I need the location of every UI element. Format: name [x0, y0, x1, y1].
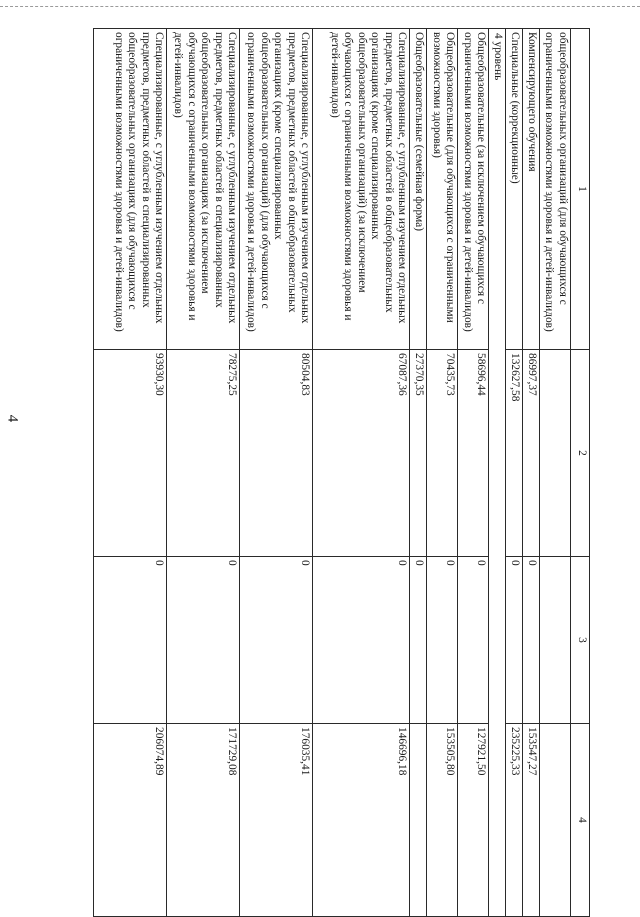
- page-number: 4: [4, 414, 21, 423]
- row-value-col-2: [540, 350, 571, 557]
- row-label: общеобразовательных организаций (для обучающихся с ограниченными возможностями здоровья и детей-инвалидов): [540, 29, 571, 350]
- table-row: [313, 29, 410, 917]
- row-value-col-3: [540, 557, 571, 724]
- row-value-col-3: 0: [427, 557, 458, 724]
- row-value-col-3: 0: [523, 557, 540, 724]
- table-row: [458, 29, 489, 917]
- row-value-col-3: 0: [167, 557, 240, 724]
- row-value-col-3: 0: [313, 557, 410, 724]
- header-col-1: 1: [571, 29, 590, 350]
- header-col-3: 3: [571, 557, 590, 724]
- header-col-4: 4: [571, 724, 590, 917]
- row-value-col-4: 153547,27: [523, 724, 540, 917]
- row-value-col-4: [410, 724, 427, 917]
- row-value-col-2: 93930,30: [94, 350, 167, 557]
- level-heading-row: [489, 29, 506, 917]
- row-value-col-2: 78275,25: [167, 350, 240, 557]
- row-label: Специализированные, с углубленным изучением отдельных предметов, предметных областей в специализированных общеобразовательных организациях (для обучающихся с ограниченными возможностями здоровья и детей-инвалидов): [94, 29, 167, 350]
- row-value-col-4: 206074,89: [94, 724, 167, 917]
- table-row: [94, 29, 167, 917]
- level-heading: 4 уровень: [489, 29, 506, 917]
- header-col-2: 2: [571, 350, 590, 557]
- tariff-table: [94, 28, 591, 917]
- table-row: [506, 29, 523, 917]
- row-label: Общеобразовательные (для обучающихся с ограниченными возможностями здоровья): [427, 29, 458, 350]
- table-row: [540, 29, 571, 917]
- row-value-col-3: 0: [94, 557, 167, 724]
- row-label: Специализированные, с углубленным изучением отдельных предметов, предметных областей в общеобразовательных организациях (кроме специализированных общеобразовательных организаций) (для обучающихся с ограниченными возможностями здоровья и детей-инвалидов): [240, 29, 313, 350]
- row-value-col-2: 70435,73: [427, 350, 458, 557]
- row-value-col-2: 27370,35: [410, 350, 427, 557]
- table-row: [427, 29, 458, 917]
- row-label: Компенсирующего обучения: [523, 29, 540, 350]
- row-value-col-4: 127921,50: [458, 724, 489, 917]
- row-value-col-2: 58696,44: [458, 350, 489, 557]
- row-value-col-3: 0: [458, 557, 489, 724]
- row-value-col-4: [540, 724, 571, 917]
- row-value-col-4: 235225,33: [506, 724, 523, 917]
- rotated-table-wrapper: [60, 28, 590, 888]
- row-value-col-2: 80504,83: [240, 350, 313, 557]
- row-value-col-3: 0: [410, 557, 427, 724]
- row-value-col-4: 176035,41: [240, 724, 313, 917]
- row-value-col-3: 0: [506, 557, 523, 724]
- row-label: Специальные (коррекционные): [506, 29, 523, 350]
- row-value-col-3: 0: [240, 557, 313, 724]
- row-value-col-4: 146696,18: [313, 724, 410, 917]
- table-row: [167, 29, 240, 917]
- table-header-row: [571, 29, 590, 917]
- row-label: Общеобразовательные (семейная форма): [410, 29, 427, 350]
- row-value-col-2: 86997,37: [523, 350, 540, 557]
- row-value-col-2: 132627,58: [506, 350, 523, 557]
- table-row: [410, 29, 427, 917]
- row-label: Специализированные, с углубленным изучением отдельных предметов, предметных областей в общеобразовательных организациях (кроме специализированных общеобразовательных организаций) (за исключением обучающихся с ограниченными возможностями здоровья и детей-инвалидов): [313, 29, 410, 350]
- table-row: [240, 29, 313, 917]
- row-value-col-2: 67087,36: [313, 350, 410, 557]
- row-label: Специализированные, с углубленным изучением отдельных предметов, предметных областей в специализированных общеобразовательных организациях (за исключением обучающихся с ограниченными возможностями здоровья и детей-инвалидов): [167, 29, 240, 350]
- row-value-col-4: 171729,08: [167, 724, 240, 917]
- row-value-col-4: 153505,80: [427, 724, 458, 917]
- scan-edge-line: [0, 6, 640, 8]
- table-row: [523, 29, 540, 917]
- row-label: Общеобразовательные (за исключением обучающихся с ограниченными возможностями здоровья и детей-инвалидов): [458, 29, 489, 350]
